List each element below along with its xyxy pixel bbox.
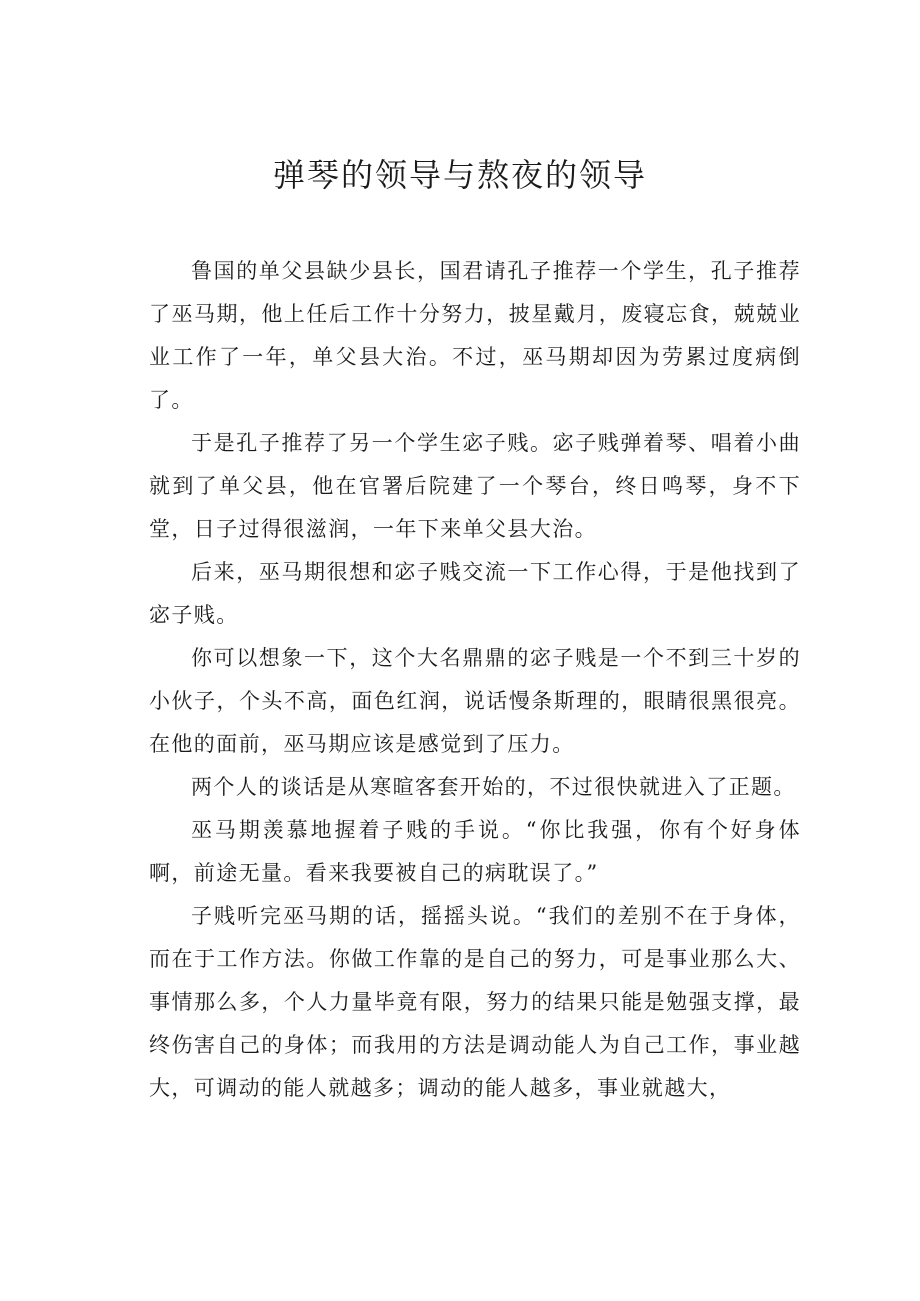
paragraph-6: 巫马期羡慕地握着子贱的手说。“你比我强，你有个好身体啊，前途无量。看来我要被自己的病耽误了。” [149, 818, 801, 885]
paragraph-5: 两个人的谈话是从寒暄客套开始的，不过很快就进入了正题。 [191, 775, 796, 799]
paragraph-1: 鲁国的单父县缺少县长，国君请孔子推荐一个学生，孔子推荐了巫马期，他上任后工作十分努力，披星戴月，废寝忘食，兢兢业业工作了一年，单父县大治。不过，巫马期却因为劳累过度病倒了。 [149, 259, 801, 412]
paragraph-7: 子贱听完巫马期的话，摇摇头说。“我们的差别不在于身体，而在于工作方法。你做工作靠的是自己的努力，可是事业那么大、事情那么多，个人力量毕竟有限，努力的结果只能是勉强支撑，最终伤害自己的身体；而我用的方法是调动能人为自己工作，事业越大，可调动的能人就越多；调动的能人越多，事业就越大， [149, 904, 801, 1100]
document-body [149, 250, 801, 1110]
paragraph-3: 后来，巫马期很想和宓子贱交流一下工作心得，于是他找到了宓子贱。 [149, 560, 801, 627]
paragraph-2: 于是孔子推荐了另一个学生宓子贱。宓子贱弹着琴、唱着小曲就到了单父县，他在官署后院建了一个琴台，终日鸣琴，身不下堂，日子过得很滋润，一年下来单父县大治。 [149, 431, 801, 541]
paragraph-4: 你可以想象一下，这个大名鼎鼎的宓子贱是一个不到三十岁的小伙子，个头不高，面色红润，说话慢条斯理的，眼睛很黑很亮。在他的面前，巫马期应该是感觉到了压力。 [149, 646, 801, 756]
document-title: 弹琴的领导与熬夜的领导 [272, 156, 647, 194]
